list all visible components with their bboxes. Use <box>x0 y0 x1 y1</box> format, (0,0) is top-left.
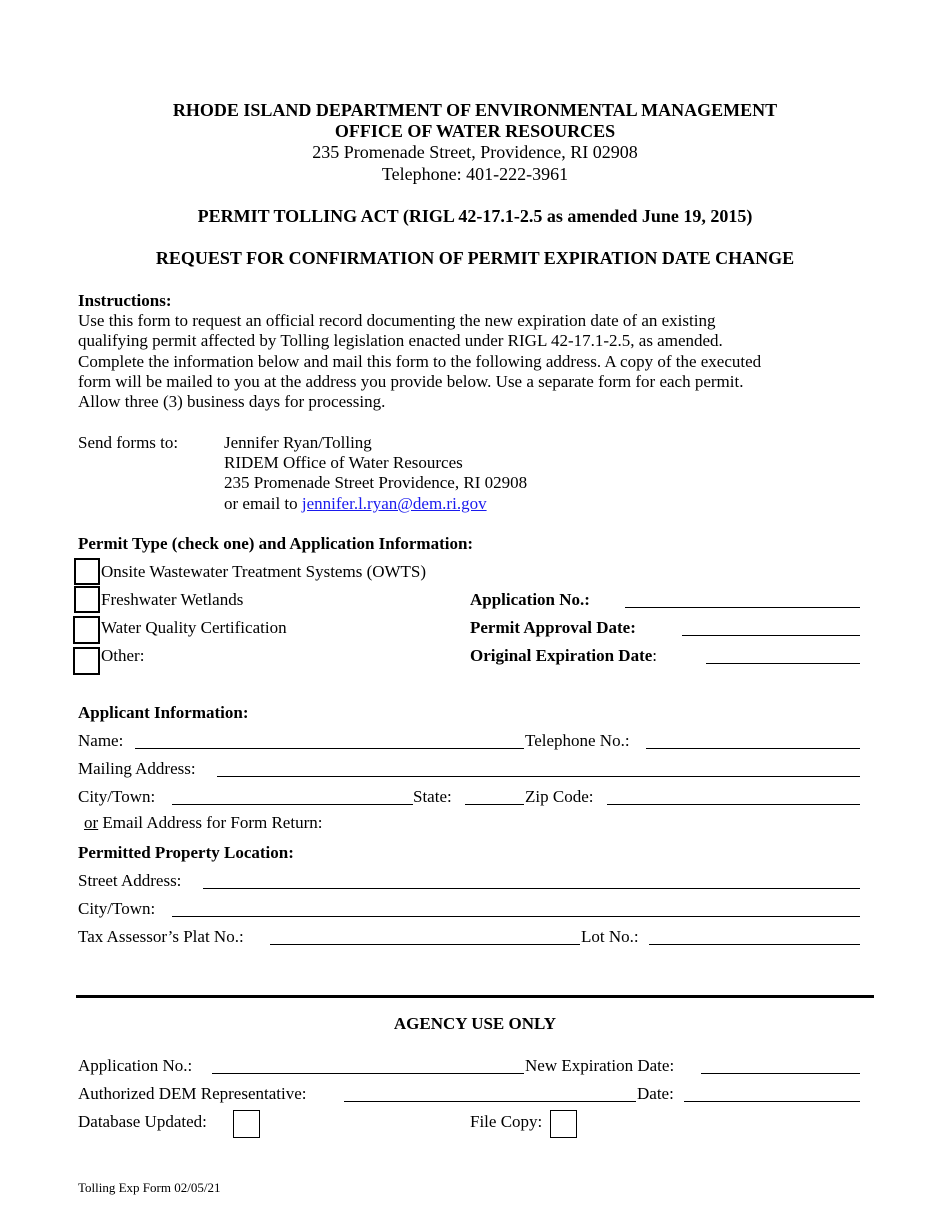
permit-section-heading: Permit Type (check one) and Application Information: <box>78 534 474 553</box>
file-copy-label: File Copy: <box>470 1112 543 1131</box>
database-updated-checkbox[interactable] <box>233 1110 260 1138</box>
office-name: OFFICE OF WATER RESOURCES <box>334 121 616 141</box>
representative-field[interactable] <box>344 1101 636 1102</box>
name-label: Name: <box>78 731 124 750</box>
owts-label: Onsite Wastewater Treatment Systems (OWTS) <box>101 562 427 581</box>
instructions-line: qualifying permit affected by Tolling legislation enacted under RIGL 42-17.1-2.5, as amended. <box>78 331 723 351</box>
agency-date-label: Date: <box>637 1084 674 1103</box>
instructions-heading: Instructions: <box>78 291 172 310</box>
new-expiration-label: New Expiration Date: <box>525 1056 675 1075</box>
agency-name: RHODE ISLAND DEPARTMENT OF ENVIRONMENTAL MANAGEMENT <box>172 100 778 120</box>
telephone-label: Telephone No.: <box>525 731 630 750</box>
owts-checkbox[interactable] <box>74 558 100 585</box>
other-checkbox[interactable] <box>73 647 100 675</box>
form-footer: Tolling Exp Form 02/05/21 <box>78 1180 221 1195</box>
lot-label: Lot No.: <box>581 927 639 946</box>
file-copy-checkbox[interactable] <box>550 1110 577 1138</box>
header-telephone: Telephone: 401-222-3961 <box>381 164 569 184</box>
property-city-label: City/Town: <box>78 899 156 918</box>
state-label: State: <box>413 787 452 806</box>
application-no-label: Application No.: <box>470 590 590 609</box>
wetlands-checkbox[interactable] <box>74 586 100 613</box>
instructions-line: Use this form to request an official record documenting the new expiration date of an existing <box>78 311 716 330</box>
street-address-field[interactable] <box>203 888 860 889</box>
new-expiration-field[interactable] <box>701 1073 860 1074</box>
mailing-address-field[interactable] <box>217 776 860 777</box>
send-to-name: Jennifer Ryan/Tolling <box>224 433 372 452</box>
original-expiration-field[interactable] <box>706 663 860 664</box>
instructions-line: Allow three (3) business days for processing. <box>78 392 386 412</box>
agency-application-no-label: Application No.: <box>78 1056 193 1075</box>
street-address-label: Street Address: <box>78 871 182 890</box>
email-return-label <box>84 813 322 833</box>
send-to-address: 235 Promenade Street Providence, RI 02908 <box>224 473 528 492</box>
lot-field[interactable] <box>649 944 860 945</box>
or-text: or <box>84 813 99 832</box>
send-to-office: RIDEM Office of Water Resources <box>224 453 463 472</box>
original-expiration-label <box>470 646 657 666</box>
agency-date-field[interactable] <box>684 1101 860 1102</box>
plat-label: Tax Assessor’s Plat No.: <box>78 927 244 946</box>
agency-use-heading: AGENCY USE ONLY <box>393 1014 557 1033</box>
city-field[interactable] <box>172 804 413 805</box>
act-title: PERMIT TOLLING ACT (RIGL 42-17.1-2.5 as amended June 19, 2015) <box>197 206 753 226</box>
section-divider <box>76 995 874 998</box>
city-label: City/Town: <box>78 787 156 806</box>
other-label: Other: <box>101 646 145 665</box>
zip-label: Zip Code: <box>525 787 594 806</box>
email-link[interactable]: jennifer.l.ryan@dem.ri.gov <box>301 494 487 513</box>
original-expiration-text: Original Expiration Date <box>470 646 653 665</box>
name-field[interactable] <box>135 748 524 749</box>
instructions-line: Complete the information below and mail this form to the following address. A copy of the executed <box>78 351 762 371</box>
instructions-line: form will be mailed to you at the address you provide below. Use a separate form for each permit. <box>78 371 744 391</box>
email-prefix: or email to <box>224 494 302 513</box>
plat-field[interactable] <box>270 944 580 945</box>
zip-field[interactable] <box>607 804 860 805</box>
email-return-text: Email Address for Form Return: <box>98 813 323 832</box>
database-updated-label: Database Updated: <box>78 1112 207 1131</box>
wetlands-label: Freshwater Wetlands <box>101 590 244 609</box>
wqc-checkbox[interactable] <box>73 616 100 644</box>
mailing-address-label: Mailing Address: <box>78 759 196 778</box>
application-no-field[interactable] <box>625 607 860 608</box>
send-to-email-line <box>224 494 487 514</box>
property-heading: Permitted Property Location: <box>78 843 294 862</box>
telephone-field[interactable] <box>646 748 860 749</box>
header-address: 235 Promenade Street, Providence, RI 02908 <box>312 142 638 162</box>
approval-date-label: Permit Approval Date: <box>470 618 636 637</box>
form-title: REQUEST FOR CONFIRMATION OF PERMIT EXPIRATION DATE CHANGE <box>155 248 795 268</box>
applicant-heading: Applicant Information: <box>78 703 249 722</box>
state-field[interactable] <box>465 804 524 805</box>
representative-label: Authorized DEM Representative: <box>78 1084 307 1103</box>
agency-application-no-field[interactable] <box>212 1073 524 1074</box>
send-to-label: Send forms to: <box>78 433 179 452</box>
original-expiration-colon: : <box>652 646 658 665</box>
instructions-body <box>78 311 878 412</box>
property-city-field[interactable] <box>172 916 860 917</box>
approval-date-field[interactable] <box>682 635 860 636</box>
wqc-label: Water Quality Certification <box>101 618 287 637</box>
